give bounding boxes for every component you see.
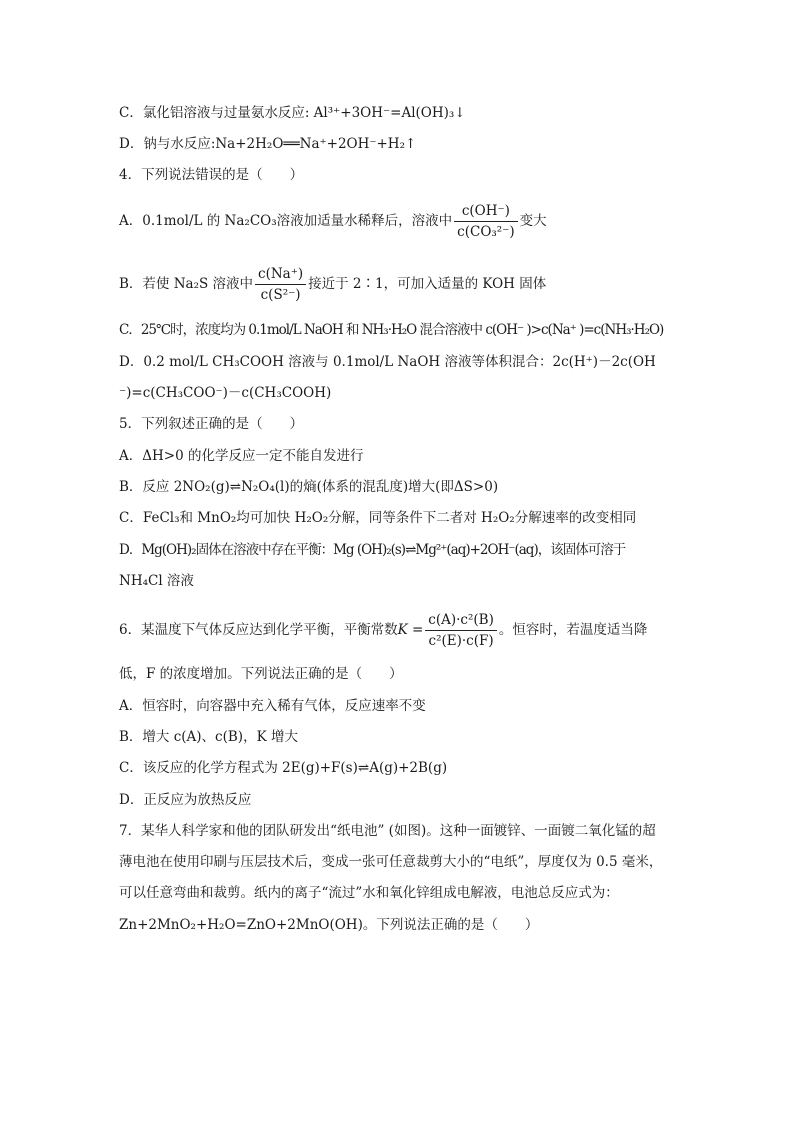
q6-stem-line2: 低，F 的浓度增加。下列说法正确的是（ ） — [119, 666, 403, 682]
q6-numerator: c(A)·c²(B) — [425, 611, 497, 631]
q4-option-d-line1: D．0.2 mol/L CH₃COOH 溶液与 0.1mol/L NaOH 溶液等体积混合：2c(H⁺)－2c(OH — [119, 354, 656, 370]
q7-stem-line3: 可以任意弯曲和裁剪。纸内的离子“流过”水和氧化锌组成电解液，电池总反应式为： — [119, 885, 619, 901]
q4-a-text: A．0.1mol/L 的 Na₂CO₃溶液加适量水稀释后，溶液中 — [119, 213, 453, 229]
q5-option-a: A．ΔH>0 的化学反应一定不能自发进行 — [119, 448, 364, 464]
q4-b-tail: 接近于 2∶1，可加入适量的 KOH 固体 — [308, 276, 547, 292]
q4-a-tail: 变大 — [519, 213, 547, 229]
q4-a-fraction — [454, 202, 517, 241]
q4-b-denominator: c(S²⁻) — [260, 287, 301, 303]
q5-option-c: C．FeCl₃和 MnO₂均可加快 H₂O₂分解，同等条件下二者对 H₂O₂分解速率的改变相同 — [119, 510, 637, 526]
q6-option-d: D．正反应为放热反应 — [119, 792, 252, 808]
q7-stem-line4: Zn+2MnO₂+H₂O=ZnO+2MnO(OH)。下列说法正确的是（ ） — [119, 917, 539, 933]
q6-option-c: C．该反应的化学方程式为 2E(g)+F(s)⇌A(g)+2B(g) — [119, 760, 448, 776]
q4-a-denominator: c(CO₃²⁻) — [457, 224, 515, 240]
q4-b-numerator: c(Na⁺) — [255, 265, 306, 285]
q6-option-a: A．恒容时，向容器中充入稀有气体，反应速率不变 — [119, 698, 426, 714]
q4-a-numerator: c(OH⁻) — [454, 202, 517, 222]
q5-stem: 5．下列叙述正确的是（ ） — [119, 416, 304, 432]
q3-option-d: D．钠与水反应:Na+2H₂O══Na⁺+2OH⁻+H₂↑ — [119, 136, 417, 152]
q5-option-d-line1: D．Mg(OH)₂固体在溶液中存在平衡：Mg (OH)₂(s)⇌Mg²⁺(aq)+2OH⁻(aq)，该固体可溶于 — [119, 542, 626, 558]
q6-k-symbol: K = — [397, 622, 424, 638]
q5-option-b: B．反应 2NO₂(g)⇌N₂O₄(l)的熵(体系的混乱度)增大(即ΔS>0) — [119, 479, 499, 495]
q4-option-c: C．25℃时，浓度均为 0.1mol/L NaOH 和 NH₃·H₂O 混合溶液中 c(OH⁻ )>c(Na⁺ )=c(NH₃·H₂O) — [119, 322, 664, 338]
q6-denominator: c²(E)·c(F) — [428, 633, 494, 649]
q4-option-a — [119, 202, 547, 241]
q4-option-d-line2: ⁻)=c(CH₃COO⁻)－c(CH₃COOH) — [119, 385, 332, 401]
q7-stem-line2: 薄电池在使用印刷与压层技术后，变成一张可任意裁剪大小的“电纸”，厚度仅为 0.5 毫米， — [119, 854, 663, 870]
q7-stem-line1: 7．某华人科学家和他的团队研发出“纸电池” (如图)。这种一面镀锌、一面镀二氧化锰的超 — [119, 823, 656, 839]
q6-text: 6．某温度下气体反应达到化学平衡，平衡常数 — [119, 622, 398, 638]
q5-option-d-line2: NH₄Cl 溶液 — [119, 573, 194, 589]
q6-option-b: B．增大 c(A)、c(B)，K 增大 — [119, 729, 298, 745]
q4-b-fraction — [255, 265, 306, 304]
q6-stem-line1 — [119, 611, 647, 650]
q4-b-text: B．若使 Na₂S 溶液中 — [119, 276, 254, 292]
q4-option-b — [119, 265, 546, 304]
q6-fraction — [425, 611, 497, 650]
q3-option-c: C．氯化铝溶液与过量氨水反应: Al³⁺+3OH⁻=Al(OH)₃↓ — [119, 105, 466, 121]
q6-tail: 。恒容时，若温度适当降 — [498, 622, 648, 638]
q4-stem: 4．下列说法错误的是（ ） — [119, 167, 304, 183]
